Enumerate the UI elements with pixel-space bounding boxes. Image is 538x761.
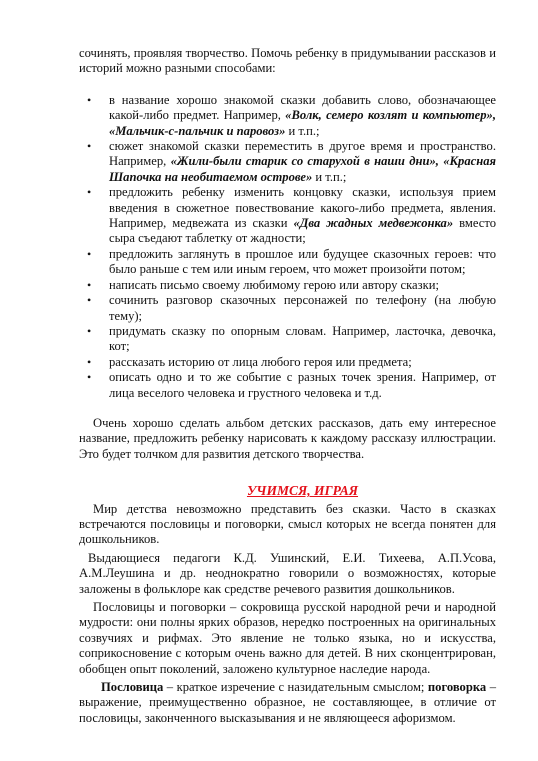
paragraph-fairy-tales: Мир детства невозможно представить без сказки. Часто в сказках встречаются пословицы и поговорки, смысл которых не всегда понятен для дошкольников. — [79, 501, 496, 547]
list-item: • описать одно и то же событие с разных точек зрения. Например, от лица веселого человека и грустного человека и т.д. — [79, 370, 496, 401]
list-item: • рассказать историю от лица любого героя или предмета; — [79, 355, 496, 370]
section-title: УЧИМСЯ, ИГРАЯ — [246, 483, 359, 499]
list-item: • предложить заглянуть в прошлое или будущее сказочных героев: что было раньше с тем или иным героем, что может произойти потом; — [79, 247, 496, 278]
list-item: • сочинить разговор сказочных персонажей по телефону (на любую тему); — [79, 293, 496, 324]
album-paragraph: Очень хорошо сделать альбом детских рассказов, дать ему интересное название, предложить ребенку нарисовать к каждому рассказу иллюстрации. Это будет толчком для развития детского творчества. — [79, 415, 496, 461]
list-item: • написать письмо своему любимому герою или автору сказки; — [79, 278, 496, 293]
paragraph-proverbs: Пословицы и поговорки – сокровища русской народной речи и народной мудрости: они полны ярких образов, нередко построенных на оригинальных созвучиях и рифмах. Это явление не только языка, но и искусства, соприкосновение с которым очень важно для детей. В них сконцентрирован, обобщен опыт поколений, заложено культурное наследие народа. — [79, 600, 496, 676]
paragraph-definitions: Пословица – краткое изречение с назидательным смыслом; поговорка – выражение, преимущественно образное, не составляющее, в отличие от пословицы, законченного высказывания и не являющееся афоризмом. — [79, 680, 496, 725]
list-item: • предложить ребенку изменить концовку сказки, используя прием введения в сюжетное повествование какого-либо предмета, явления. Например, медвежата из сказки «Два жадных медвежонка» вместо сыра съедают таблетку от жадности; — [79, 185, 496, 247]
example-titles: «Волк, семеро козлят и компьютер», «Мальчик-с-пальчик и паровоз» — [109, 108, 496, 138]
methods-list — [79, 93, 496, 401]
term-proverb: Пословица — [101, 680, 164, 695]
intro-paragraph: сочинять, проявляя творчество. Помочь ребенку в придумывании рассказов и историй можно разными способами: — [79, 46, 496, 76]
term-saying: поговорка — [427, 680, 487, 695]
example-titles: «Два жадных медвежонка» — [293, 216, 454, 231]
paragraph-educators: Выдающиеся педагоги К.Д. Ушинский, Е.И. Тихеева, А.П.Усова, А.М.Леушина и др. неоднократно говорили о возможностях, которые заложены в фольклоре как средстве речевого развития дошкольников. — [79, 550, 496, 596]
example-titles: «Жили-были старик со старухой в наши дни», «Красная Шапочка на необитаемом острове» — [109, 154, 496, 184]
list-item: • придумать сказку по опорным словам. Например, ласточка, девочка, кот; — [79, 324, 496, 355]
list-item: • в название хорошо знакомой сказки добавить слово, обозначающее какой-либо предмет. Например, «Волк, семеро козлят и компьютер», «Мальчик-с-пальчик и паровоз» и т.п.; — [79, 93, 496, 139]
list-item: • сюжет знакомой сказки переместить в другое время и пространство. Например, «Жили-были старик со старухой в наши дни», «Красная Шапочка на необитаемом острове» и т.п.; — [79, 139, 496, 185]
